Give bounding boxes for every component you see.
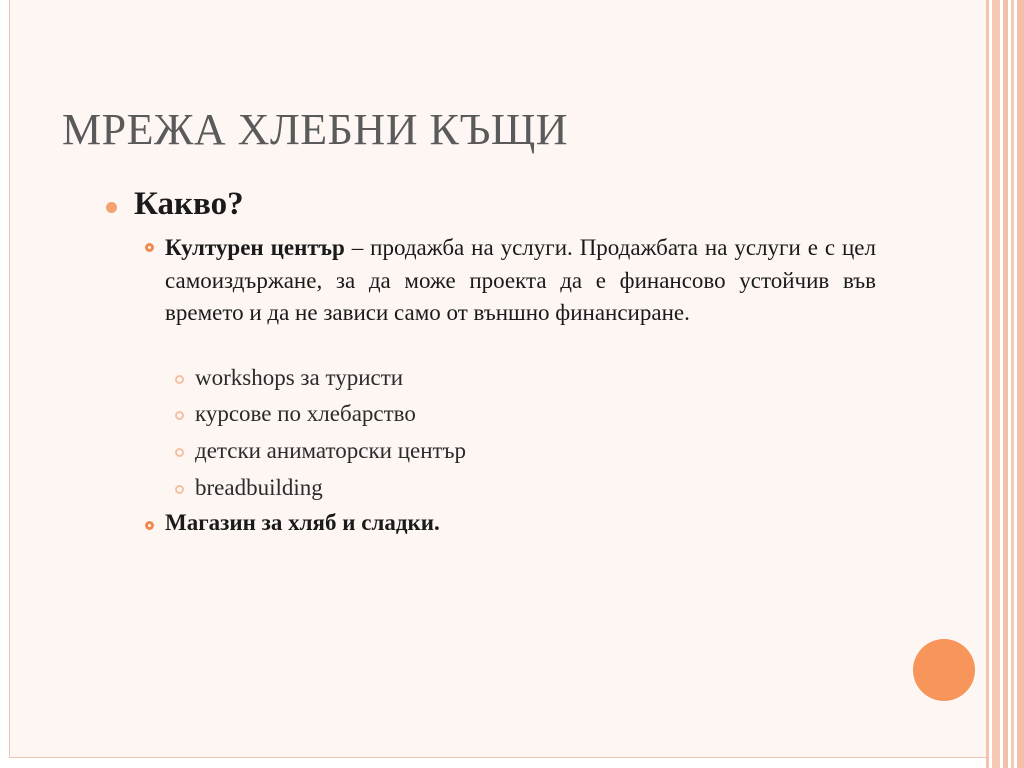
ring-bullet-icon	[145, 243, 154, 252]
level1-item-label: Какво?	[134, 186, 244, 222]
small-ring-bullet-icon	[175, 411, 184, 420]
sub-item: детски аниматорски център	[195, 438, 466, 463]
ring-bullet-icon	[145, 521, 154, 530]
decorative-stripe	[986, 0, 989, 768]
slide-title: МРЕЖА ХЛЕБНИ КЪЩИ	[62, 105, 569, 154]
paragraph-text	[165, 232, 876, 330]
small-ring-bullet-icon	[175, 375, 184, 384]
decorative-stripe	[1011, 0, 1014, 768]
sub-item: курсове по хлебарство	[195, 401, 416, 426]
small-ring-bullet-icon	[175, 448, 184, 457]
sub-item: workshops за туристи	[195, 365, 404, 390]
sub-item: breadbuilding	[195, 475, 323, 500]
paragraph-bold-label: Културен център	[165, 235, 345, 260]
decorative-stripe	[1003, 0, 1008, 768]
last-item: Магазин за хляб и сладки.	[165, 510, 440, 535]
decorative-stripe	[1017, 0, 1024, 768]
filled-circle-bullet-icon	[106, 202, 117, 213]
decorative-stripe	[992, 0, 1000, 768]
small-ring-bullet-icon	[175, 485, 184, 494]
orange-circle-icon	[913, 639, 975, 701]
paragraph-rest: – продажба на услуги. Продажбата на услуги е с цел самоиздържане, за да може проекта да е финансово устойчив във времето и да не зависи само от външно финансиране.	[165, 235, 876, 325]
